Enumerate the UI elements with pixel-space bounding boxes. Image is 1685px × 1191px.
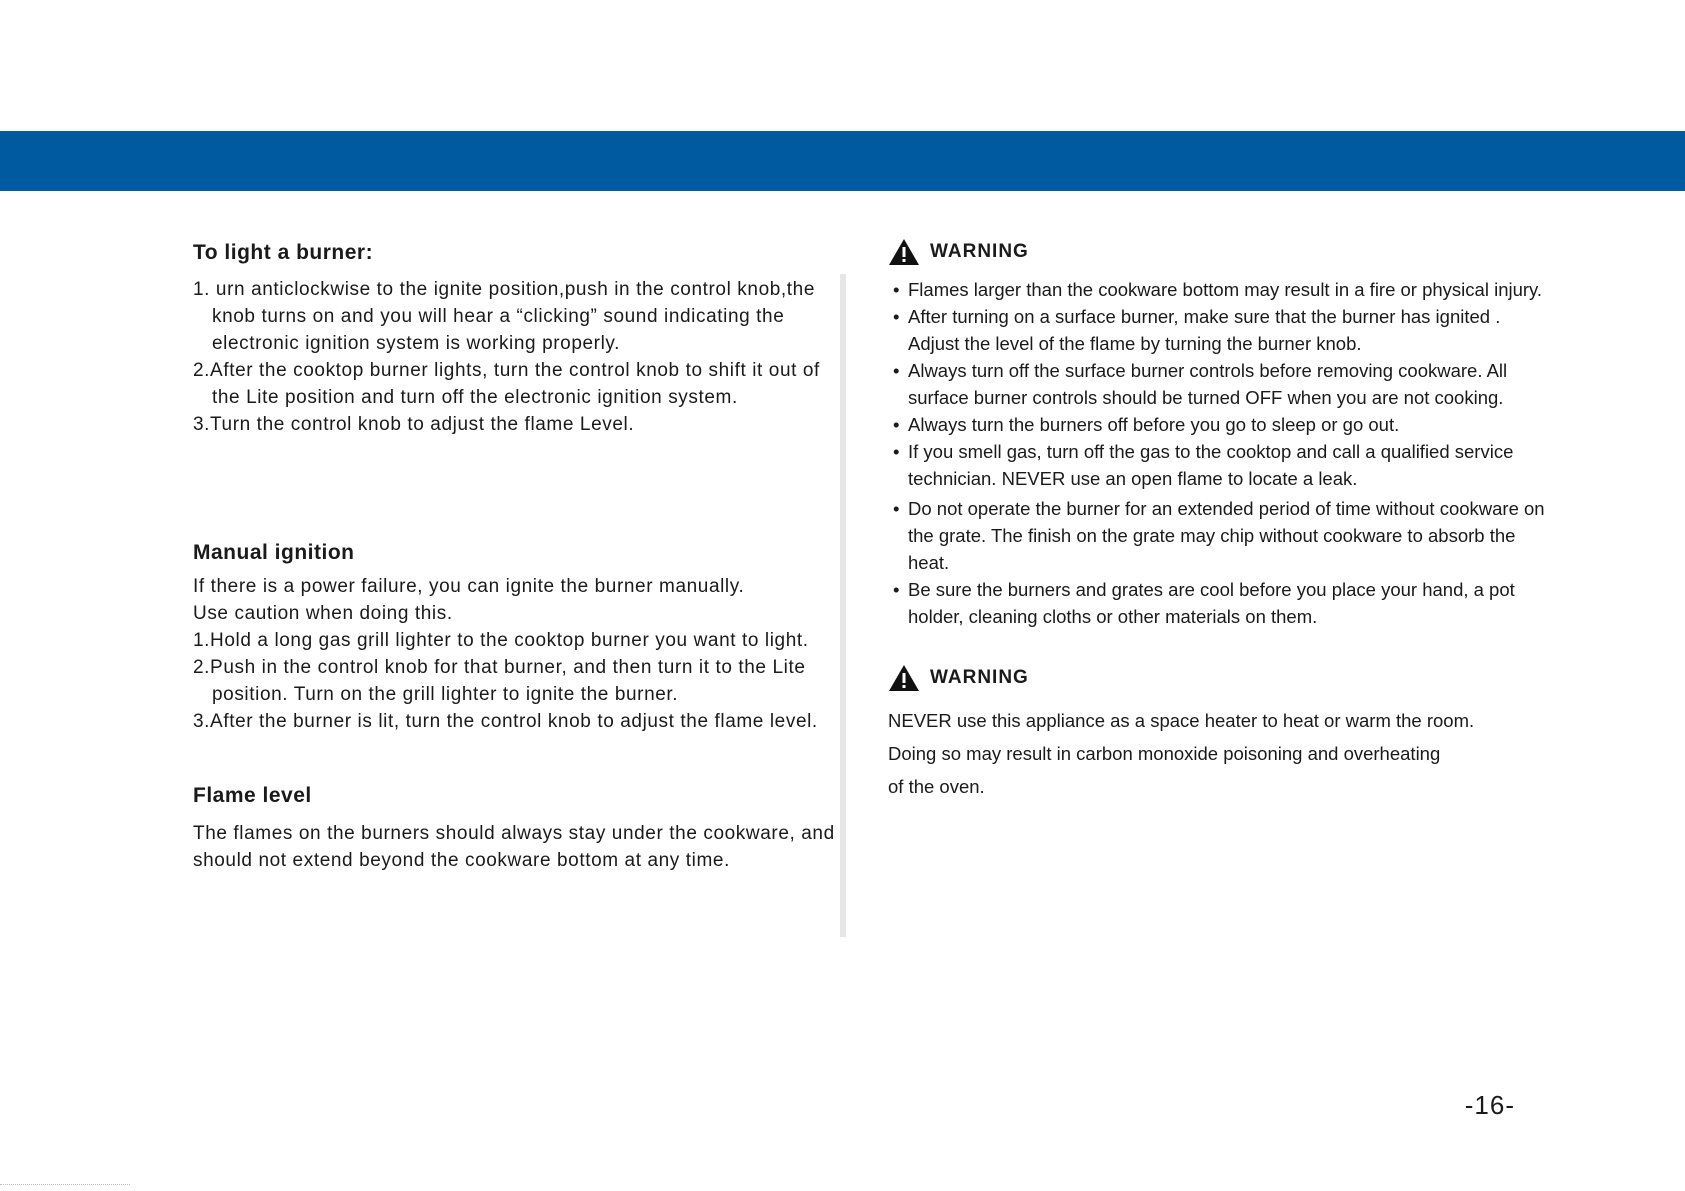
- bullet: •: [893, 579, 900, 600]
- bullet: •: [893, 360, 900, 381]
- list-item-text: Always turn off the surface burner controls before removing cookware. All surface burner controls should be turned OFF when you are not cooking.: [908, 360, 1508, 408]
- warning-text: [888, 704, 1548, 803]
- bullet: •: [893, 414, 900, 435]
- header-band: [0, 131, 1685, 191]
- bullet: •: [893, 498, 900, 519]
- section-flame-level: [193, 781, 843, 874]
- list-item: 1.Hold a long gas grill lighter to the cooktop burner you want to light.: [193, 630, 809, 651]
- warning-text-line: Doing so may result in carbon monoxide poisoning and overheating: [888, 743, 1441, 764]
- warning-text-line: NEVER use this appliance as a space heater to heat or warm the room.: [888, 710, 1475, 731]
- list-item: [888, 303, 1548, 357]
- list-item: [888, 276, 1548, 303]
- section-manual-ignition: [193, 538, 843, 735]
- list-item-text: Flames larger than the cookware bottom may result in a fire or physical injury.: [908, 279, 1543, 300]
- manual-ignition-heading: Manual ignition: [193, 541, 355, 564]
- warning-text-line: of the oven.: [888, 776, 985, 797]
- bullet: •: [893, 306, 900, 327]
- manual-intro-line-2: Use caution when doing this.: [193, 603, 453, 624]
- list-item: 3.Turn the control knob to adjust the flame Level.: [193, 414, 635, 435]
- warning-block-1: [888, 236, 1548, 630]
- list-item-text: Be sure the burners and grates are cool before you place your hand, a pot holder, cleaning cloths or other materials on them.: [908, 579, 1515, 627]
- column-divider: [840, 274, 846, 937]
- list-item: [888, 576, 1548, 630]
- light-burner-steps: [193, 276, 843, 438]
- warning-list: [888, 276, 1548, 630]
- list-item: [888, 357, 1548, 411]
- list-item: 2.After the cooktop burner lights, turn the control knob to shift it out of the Lite position and turn off the electronic ignition system.: [193, 360, 820, 408]
- right-column: [888, 236, 1548, 803]
- warning-header: [888, 236, 1548, 268]
- manual-ignition-steps: [193, 627, 843, 735]
- page-number: -16-: [1464, 1090, 1515, 1120]
- bullet: •: [893, 441, 900, 462]
- bullet: •: [893, 279, 900, 300]
- list-item-text: Do not operate the burner for an extended period of time without cookware on the grate. The finish on the grate may chip without cookware to absorb the heat.: [908, 498, 1545, 573]
- warning-icon: [888, 238, 920, 266]
- list-item-text: After turning on a surface burner, make sure that the burner has ignited . Adjust the level of the flame by turning the burner knob.: [908, 306, 1501, 354]
- warning-header: [888, 662, 1548, 694]
- warning-label: WARNING: [930, 667, 1029, 688]
- warning-block-2: [888, 662, 1548, 803]
- light-burner-heading: To light a burner:: [193, 241, 374, 264]
- footer-mark: [0, 1184, 130, 1189]
- flame-level-heading: Flame level: [193, 784, 312, 807]
- warning-icon: [888, 664, 920, 692]
- manual-intro-line-1: If there is a power failure, you can ignite the burner manually.: [193, 576, 745, 597]
- list-item-text: Always turn the burners off before you go to sleep or go out.: [908, 414, 1400, 435]
- section-light-burner: [193, 238, 843, 438]
- list-item: 2.Push in the control knob for that burner, and then turn it to the Lite position. Turn on the grill lighter to ignite the burner.: [193, 657, 806, 705]
- list-item-text: If you smell gas, turn off the gas to the cooktop and call a qualified service technician. NEVER use an open flame to locate a leak.: [908, 441, 1514, 489]
- list-item: [888, 495, 1548, 576]
- flame-level-text: The flames on the burners should always stay under the cookware, and should not extend beyond the cookware bottom at any time.: [193, 823, 835, 871]
- left-column: [193, 238, 843, 874]
- list-item: [888, 411, 1548, 438]
- list-item: 3.After the burner is lit, turn the control knob to adjust the flame level.: [193, 711, 818, 732]
- warning-label: WARNING: [930, 241, 1029, 262]
- list-item: 1. urn anticlockwise to the ignite position,push in the control knob,the knob turns on and you will hear a “clicking” sound indicating the electronic ignition system is working properly.: [193, 279, 815, 354]
- list-item: [888, 438, 1548, 492]
